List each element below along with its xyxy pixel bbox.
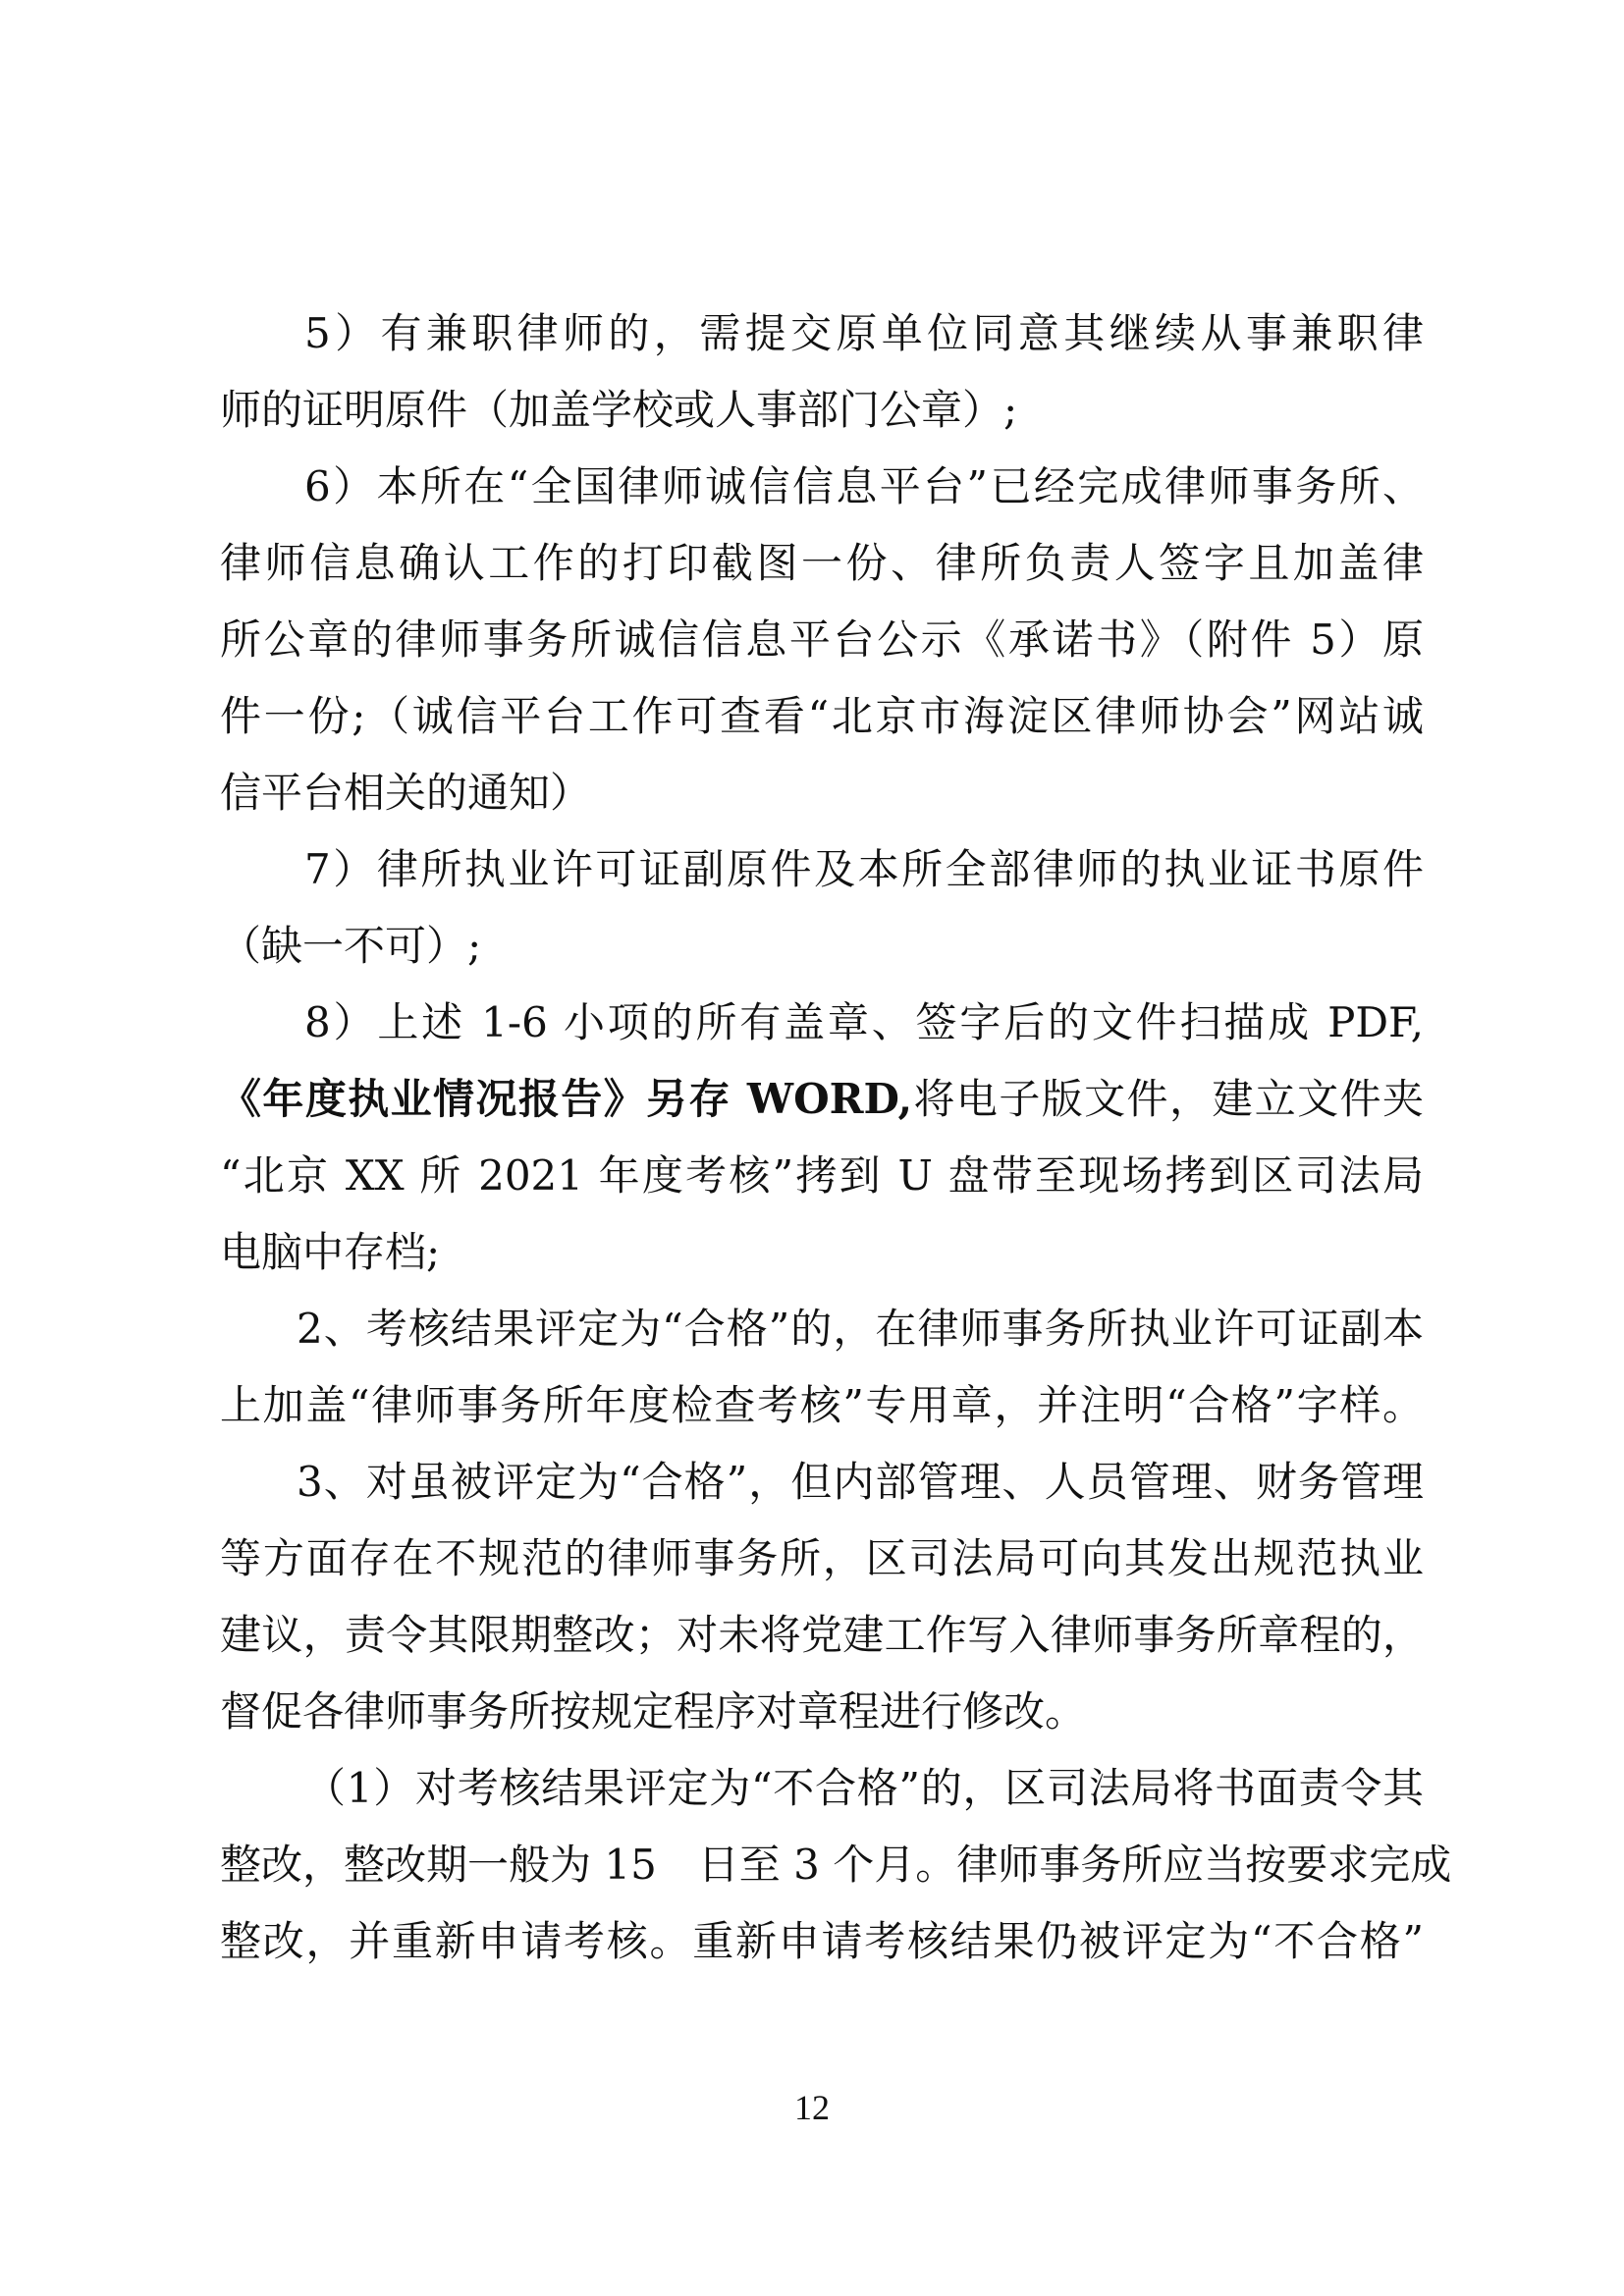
text-line: 整改，并重新申请考核。重新申请考核结果仍被评定为“不合格”	[220, 1917, 1424, 1965]
text-line: 3、对虽被评定为“合格”，但内部管理、人员管理、财务管理	[297, 1458, 1424, 1506]
text-line: 件一份;（诚信平台工作可查看“北京市海淀区律师协会”网站诚	[220, 692, 1424, 740]
bold-text: 《年度执业情况报告》另存 WORD,	[220, 1075, 913, 1123]
text-line: 督促各律师事务所按规定程序对章程进行修改。	[220, 1687, 1087, 1735]
text-line: 8）上述 1-6 小项的所有盖章、签字后的文件扫描成 PDF,	[304, 998, 1424, 1046]
text-line: 所公章的律师事务所诚信信息平台公示《承诺书》（附件 5）原	[220, 615, 1424, 664]
text-line: 等方面存在不规范的律师事务所，区司法局可向其发出规范执业	[220, 1534, 1424, 1582]
text-line: 7）律所执业许可证副原件及本所全部律师的执业证书原件	[304, 845, 1424, 893]
text-line: 整改，整改期一般为 15 日至 3 个月。律师事务所应当按要求完成	[220, 1841, 1452, 1889]
text-line: 信平台相关的通知）	[220, 769, 592, 817]
text-line: （缺一不可）;	[220, 922, 482, 970]
text-line: “北京 XX 所 2021 年度考核”拷到 U 盘带至现场拷到区司法局	[220, 1151, 1424, 1200]
text-span: 将电子版文件，建立文件夹	[912, 1075, 1424, 1123]
text-line: 上加盖“律师事务所年度检查考核”专用章，并注明“合格”字样。	[220, 1381, 1424, 1429]
text-line: 6）本所在“全国律师诚信信息平台”已经完成律师事务所、	[304, 462, 1424, 510]
text-line: 电脑中存档;	[220, 1228, 441, 1276]
text-line	[220, 1061, 1424, 1138]
document-body	[220, 295, 1452, 1980]
text-line: 律师信息确认工作的打印截图一份、律所负责人签字且加盖律	[220, 539, 1424, 587]
text-line: 建议，责令其限期整改；对未将党建工作写入律师事务所章程的，	[220, 1611, 1424, 1659]
text-line: 5）有兼职律师的，需提交原单位同意其继续从事兼职律	[304, 309, 1424, 357]
page-number: 12	[794, 2088, 830, 2127]
text-line: 师的证明原件（加盖学校或人事部门公章）;	[220, 386, 1018, 434]
text-line: （1）对考核结果评定为“不合格”的，区司法局将书面责令其	[304, 1764, 1424, 1812]
text-line: 2、考核结果评定为“合格”的，在律师事务所执业许可证副本	[297, 1305, 1424, 1353]
